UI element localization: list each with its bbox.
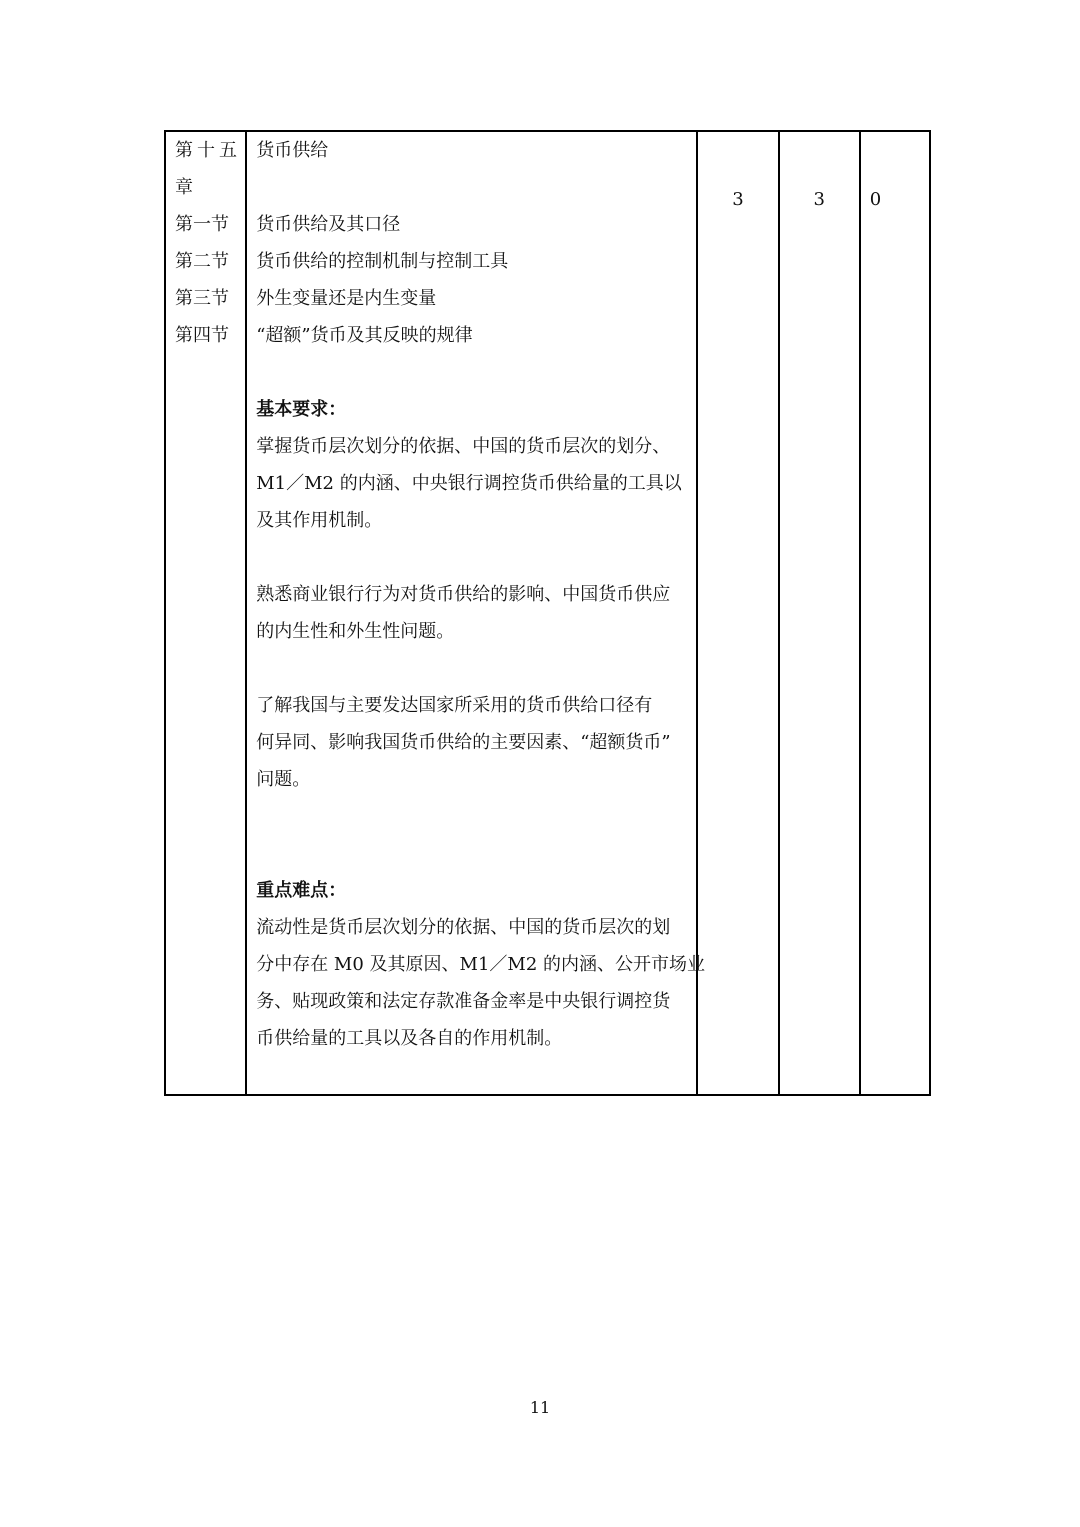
content-section-1: 货币供给及其口径 [256,214,401,235]
master-line-3: 及其作用机制。 [256,510,383,531]
lecture-hours-value: 3 [813,189,825,210]
requirements-label: 基本要求： [256,399,347,420]
key-point-line-3: 务、贴现政策和法定存款准备金率是中央银行调控货 [256,991,671,1012]
key-points-label: 重点难点： [256,880,347,901]
chapter-heading: 第十五 [175,140,241,161]
practice-hours-cell [860,131,930,1095]
content-spacer [256,354,696,391]
total-hours-value: 3 [732,189,744,210]
chapter-section-4: 第四节 [175,325,229,346]
syllabus-table [164,130,931,1096]
chapter-heading-cont: 章 [175,177,193,198]
total-hours-cell [697,131,778,1095]
content-spacer [256,835,696,872]
familiar-line-2: 的内生性和外生性问题。 [256,621,455,642]
content-spacer [256,169,696,206]
understand-line-1: 了解我国与主要发达国家所采用的货币供给口径有 [256,695,653,716]
content-cell [246,131,706,1095]
content-spacer [256,650,696,687]
master-line-1: 掌握货币层次划分的依据、中国的货币层次的划分、 [256,436,671,457]
lecture-hours-cell [779,131,860,1095]
key-point-line-2: 分中存在 M0 及其原因、M1／M2 的内涵、公开市场业 [256,954,706,975]
content-spacer [256,539,696,576]
key-point-line-4: 币供给量的工具以及各自的作用机制。 [256,1028,563,1049]
chapter-section-3: 第三节 [175,288,229,309]
practice-hours-value: 0 [869,189,882,210]
understand-line-2: 何异同、影响我国货币供给的主要因素、“超额货币” [256,732,671,753]
content-section-4: “超额”货币及其反映的规律 [256,325,473,346]
familiar-line-1: 熟悉商业银行行为对货币供给的影响、中国货币供应 [256,584,671,605]
key-point-line-1: 流动性是货币层次划分的依据、中国的货币层次的划 [256,917,671,938]
content-section-2: 货币供给的控制机制与控制工具 [256,251,509,272]
content-title: 货币供给 [256,140,329,161]
master-line-2: M1／M2 的内涵、中央银行调控货币供给量的工具以 [256,473,682,494]
table-row [165,131,930,1095]
chapter-cell [165,131,246,1095]
content-section-3: 外生变量还是内生变量 [256,288,437,309]
page-number: 11 [529,1398,551,1417]
chapter-section-1: 第一节 [175,214,229,235]
chapter-section-2: 第二节 [175,251,229,272]
content-spacer [256,798,696,835]
understand-line-3: 问题。 [256,769,311,790]
